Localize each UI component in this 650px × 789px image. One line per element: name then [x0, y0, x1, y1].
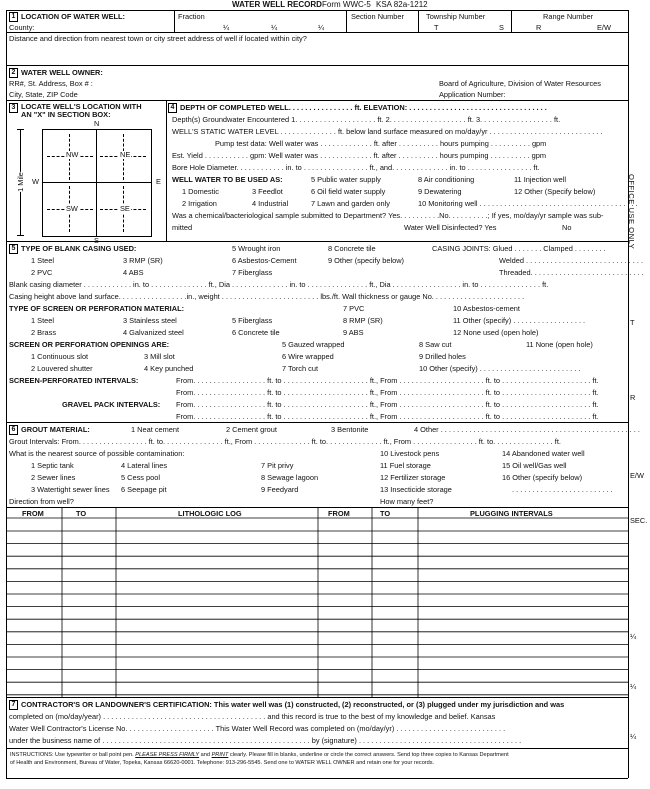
water-use-title: WELL WATER TO BE USED AS:	[172, 175, 283, 184]
casing-height: Casing height above land surface. . . . . . . . . . . . . . . . .in., weight . . . . . . . . . . . . . . . . . . . . . . . . lbs./ft. Wall thickness or gauge No. . . . . . . . . . . . . . . . . . . . . . .	[9, 292, 525, 301]
contam-12: 12 Fertilizer storage	[380, 473, 446, 482]
casing-5: 5 Wrought iron	[232, 244, 281, 253]
casing-4: 4 ABS	[123, 268, 144, 277]
instructions-print: PRINT	[211, 752, 229, 758]
range-r: R	[536, 23, 542, 32]
opening-4: 4 Key punched	[144, 364, 194, 373]
divider	[511, 10, 512, 32]
township-t: T	[434, 23, 439, 32]
material-11: 11 Other (specify) . . . . . . . . . . . . . . . . . .	[453, 316, 586, 325]
grout-4: 4 Other . . . . . . . . . . . . . . . . . . . . . . . . . . . . . . . . . . . . . . . . . . . . . . . . .	[414, 425, 640, 434]
range-number-label: Range Number	[543, 12, 594, 21]
compass-e: E	[156, 177, 161, 186]
chemical-sample-question: Was a chemical/bacteriological sample submitted to Department? Yes. . . . . . . . . .No. . . . . . . . . .; If yes, mo/day/yr sample was sub-	[172, 211, 604, 220]
use-10: 10 Monitoring well . . . . . . . . . . . . . . . . . . . . . . . . . . . . . . . . . . . . . . .	[418, 199, 638, 208]
quadrant-se: SE	[120, 204, 130, 213]
log-from-header: FROM	[22, 509, 44, 518]
use-4: 4 Industrial	[252, 199, 289, 208]
use-11: 11 Injection well	[514, 175, 567, 184]
material-2: 2 Brass	[31, 328, 57, 337]
quadrant-sw: SW	[66, 204, 78, 213]
contam-6: 6 Seepage pit	[121, 485, 167, 494]
section-5-number: 5	[9, 244, 18, 254]
opening-9: 9 Drilled holes	[419, 352, 466, 361]
joints-threaded: Threaded. . . . . . . . . . . . . . . . . . . . . . . . . . . .	[499, 268, 644, 277]
plugging-intervals-header: PLUGGING INTERVALS	[470, 509, 553, 518]
use-3: 3 Feedlot	[252, 187, 283, 196]
opening-11: 11 None (open hole)	[526, 340, 593, 349]
office-t: T	[630, 318, 635, 327]
well-disinfected: Water Well Disinfected? Yes	[404, 223, 497, 232]
section-4-number: 4	[168, 103, 177, 113]
divider	[6, 32, 628, 33]
material-10: 10 Asbestos-cement	[453, 304, 520, 313]
gravel-interval-1: From. . . . . . . . . . . . . . . . . . ft. to . . . . . . . . . . . . . . . . . . . . . ft., From . . . . . . . . . . . . . . . . . . . . . ft. to . . . . . . . . . . . . . . . . . . . . . . ft.	[176, 400, 599, 409]
township-s: S	[499, 23, 504, 32]
section-1-title: LOCATION OF WATER WELL:	[21, 12, 125, 21]
bore-hole-diameter: Bore Hole Diameter. . . . . . . . . . . . in. to . . . . . . . . . . . . . . . . ft., and. . . . . . . . . . . . . . in. to . . . . . . . . . . . . . . . . ft.	[172, 163, 540, 172]
office-sec: SEC.	[630, 516, 648, 525]
certification-line-3: Water Well Contractor's License No. . . . . . . . . . . . . . . . . . . . . . This Water Well Record was completed on (mo/day/yr) . . . . . . . . . . . . . . . . . . . . . . . . . . .	[9, 724, 506, 733]
distance-label: Distance and direction from nearest town or city street address of well if located within city?	[9, 34, 307, 43]
opening-7: 7 Torch cut	[282, 364, 319, 373]
use-12: 12 Other (Specify below)	[514, 187, 596, 196]
chemical-sample-submitted: mitted	[172, 223, 193, 232]
opening-6: 6 Wire wrapped	[282, 352, 334, 361]
contam-3: 3 Watertight sewer lines	[31, 485, 110, 494]
quadrant-nw: NW	[66, 150, 79, 159]
use-7: 7 Lawn and garden only	[311, 199, 390, 208]
instructions-text-e: clearly. Please fill in blanks, underline or circle the correct answers. Send top three copies to Kansas Department	[228, 752, 509, 758]
divider	[96, 130, 97, 236]
openings-title: SCREEN OR PERFORATION OPENINGS ARE:	[9, 340, 170, 349]
divider	[17, 129, 24, 130]
material-8: 8 RMP (SR)	[343, 316, 383, 325]
contam-16: 16 Other (specify below)	[502, 473, 583, 482]
material-12: 12 None used (open hole)	[453, 328, 539, 337]
form-title: WATER WELL RECORD	[232, 0, 322, 9]
use-5: 5 Public water supply	[311, 175, 381, 184]
divider	[166, 100, 167, 241]
use-6: 6 Oil field water supply	[311, 187, 386, 196]
instructions-text-c: and	[199, 752, 212, 758]
screen-intervals-title: SCREEN-PERFORATED INTERVALS:	[9, 376, 139, 385]
gravel-pack-title: GRAVEL PACK INTERVALS:	[62, 400, 161, 409]
ksa-reference: KSA 82a-1212	[376, 0, 428, 9]
section-3-title-2: AN "X" IN SECTION BOX:	[21, 110, 111, 119]
certification-line-4: under the business name of . . . . . . . . . . . . . . . . . . . . . . . . . . . . . . . . . . . . . . . . . . . . . . . . . . . by (signature) . . . . . . . . . . . . . . . . . . . . . . . . . . . . . . . . . . . . . . . .	[9, 736, 522, 745]
opening-1: 1 Continuous slot	[31, 352, 89, 361]
use-9: 9 Dewatering	[418, 187, 462, 196]
contam-8: 8 Sewage lagoon	[261, 473, 319, 482]
use-8: 8 Air conditioning	[418, 175, 475, 184]
quadrant-ne: NE	[120, 150, 131, 159]
contam-9: 9 Feedyard	[261, 485, 299, 494]
quarter-2: ¼	[271, 23, 278, 32]
address-label: RR#, St. Address, Box # :	[9, 79, 93, 88]
opening-8: 8 Saw cut	[419, 340, 452, 349]
grout-3: 3 Bentonite	[331, 425, 369, 434]
material-4: 4 Galvanized steel	[123, 328, 184, 337]
opening-2: 2 Louvered shutter	[31, 364, 93, 373]
groundwater-depths: Depth(s) Groundwater Encountered 1. . . . . . . . . . . . . . . . . . . . ft. 2. . . . . . . . . . . . . . . . . . . ft. 3. . . . . . . . . . . . . . . . . . ft.	[172, 115, 561, 124]
use-2: 2 Irrigation	[182, 199, 217, 208]
compass-w: W	[32, 177, 39, 186]
direction-from-well: Direction from well?	[9, 497, 74, 506]
contam-15: 15 Oil well/Gas well	[502, 461, 567, 470]
casing-6: 6 Asbestos-Cement	[232, 256, 297, 265]
instructions-line-2: of Health and Environment, Bureau of Water, Topeka, Kansas 66620-0001. Telephone: 913-296-5545. Send one to WATER WELL OWNER and retain one for your records.	[10, 760, 435, 766]
material-1: 1 Steel	[31, 316, 55, 325]
contam-13: 13 Insecticide storage	[380, 485, 452, 494]
plug-to-header: TO	[380, 509, 391, 518]
office-use-only: OFFICE USE ONLY	[627, 174, 636, 250]
casing-joints: CASING JOINTS: Glued . . . . . . . Clamped . . . . . . . .	[432, 244, 606, 253]
grout-2: 2 Cement grout	[226, 425, 277, 434]
township-number-label: Township Number	[426, 12, 486, 21]
screen-interval-2: From. . . . . . . . . . . . . . . . . . ft. to . . . . . . . . . . . . . . . . . . . . . ft., From . . . . . . . . . . . . . . . . . . . . . ft. to . . . . . . . . . . . . . . . . . . . . . . ft.	[176, 388, 599, 397]
casing-9: 9 Other (specify below)	[328, 256, 404, 265]
opening-10: 10 Other (specify) . . . . . . . . . . . . . . . . . . . . . . . . .	[419, 364, 581, 373]
screen-material-title: TYPE OF SCREEN OR PERFORATION MATERIAL:	[9, 304, 185, 313]
divider	[6, 422, 628, 423]
grout-title: GROUT MATERIAL:	[21, 425, 90, 434]
grout-1: 1 Neat cement	[131, 425, 180, 434]
section-2-title: WATER WELL OWNER:	[21, 68, 103, 77]
board-label: Board of Agriculture, Division of Water Resources	[439, 79, 601, 88]
county-label: County:	[9, 23, 35, 32]
contam-1: 1 Septic tank	[31, 461, 74, 470]
material-7: 7 PVC	[343, 304, 365, 313]
joints-welded: Welded . . . . . . . . . . . . . . . . . . . . . . . . . . . . .	[499, 256, 644, 265]
grout-intervals: Grout Intervals: From. . . . . . . . . . . . . . . . . ft. to. . . . . . . . . . . . . . . ft., From . . . . . . . . . . . . . . ft. to. . . . . . . . . . . . . . ft., From . . . . . . . . . . . . . . . . ft. to. . . . . . . . . . . . . . . ft.	[9, 437, 561, 446]
depth-of-well: DEPTH OF COMPLETED WELL. . . . . . . . . . . . . . . . ft. ELEVATION: . . . . . . . . . . . . . . . . . . . . . . . . . . . . . . . . . .	[180, 103, 547, 112]
estimated-yield: Est. Yield . . . . . . . . . . . gpm: Well water was . . . . . . . . . . . . . ft. after . . . . . . . . . . hours pumping . . . . . . . . . . gpm	[172, 151, 547, 160]
contam-2: 2 Sewer lines	[31, 473, 76, 482]
divider	[6, 697, 628, 698]
casing-title: TYPE OF BLANK CASING USED:	[21, 244, 137, 253]
divider	[6, 100, 628, 101]
material-3: 3 Stainless steel	[123, 316, 177, 325]
material-6: 6 Concrete tile	[232, 328, 280, 337]
office-ew: E/W	[630, 471, 644, 480]
static-water-level: WELL'S STATIC WATER LEVEL . . . . . . . . . . . . . . ft. below land surface measured on mo/day/yr . . . . . . . . . . . . . . . . . . . . . . . . . . . .	[172, 127, 603, 136]
top-border	[6, 10, 628, 11]
opening-5: 5 Gauzed wrapped	[282, 340, 345, 349]
casing-8: 8 Concrete tile	[328, 244, 376, 253]
divider	[174, 10, 175, 32]
casing-3: 3 RMP (SR)	[123, 256, 163, 265]
city-state-zip-label: City, State, ZIP Code	[9, 90, 78, 99]
compass-s: S	[94, 236, 99, 245]
casing-2: 2 PVC	[31, 268, 53, 277]
fraction-label: Fraction	[178, 12, 205, 21]
contamination-question: What is the nearest source of possible contamination:	[9, 449, 185, 458]
office-r: R	[630, 393, 636, 402]
form-number: Form WWC-5	[322, 0, 371, 9]
section-number-label: Section Number	[351, 12, 404, 21]
casing-diameter: Blank casing diameter . . . . . . . . . . . . in. to . . . . . . . . . . . . . . ft., Dia . . . . . . . . . . . . . . in. to . . . . . . . . . . . . . . . ft., Dia . . . . . . . . . . . . . . . . . in. to . . . . . . . . . . . . . . . ft.	[9, 280, 549, 289]
quarter-3: ¼	[318, 23, 325, 32]
mile-label: 1 Mile	[15, 172, 25, 192]
certification-line-1: CONTRACTOR'S OR LANDOWNER'S CERTIFICATION: This water well was (1) constructed, (2) reconstructed, or (3) plugged under my jurisdiction and was	[21, 700, 565, 709]
section-7-number: 7	[9, 700, 18, 710]
instructions-line-1	[10, 752, 509, 759]
section-6-number: 6	[9, 425, 18, 435]
screen-interval-1: From. . . . . . . . . . . . . . . . . . ft. to . . . . . . . . . . . . . . . . . . . . . ft., From . . . . . . . . . . . . . . . . . . . . . ft. to . . . . . . . . . . . . . . . . . . . . . . ft.	[176, 376, 599, 385]
contam-10: 10 Livestock pens	[380, 449, 440, 458]
section-2-number: 2	[9, 68, 18, 78]
application-number-label: Application Number:	[439, 90, 506, 99]
office-quarter-3: ¼	[630, 732, 637, 741]
compass-n: N	[94, 119, 100, 128]
section-box[interactable]	[42, 129, 152, 237]
bottom-border	[6, 778, 628, 779]
plug-from-header: FROM	[328, 509, 350, 518]
contam-5: 5 Cess pool	[121, 473, 161, 482]
log-table-grid	[6, 507, 629, 697]
section-3-number: 3	[9, 103, 18, 113]
disinfected-no: No	[562, 223, 572, 232]
office-quarter-1: ¼	[630, 632, 637, 641]
casing-1: 1 Steel	[31, 256, 55, 265]
use-1: 1 Domestic	[182, 187, 219, 196]
divider	[6, 748, 628, 749]
divider	[17, 235, 24, 236]
divider	[6, 241, 628, 242]
lithologic-log-header: LITHOLOGIC LOG	[178, 509, 242, 518]
contam-14: 14 Abandoned water well	[502, 449, 585, 458]
instructions-press-firmly: PLEASE PRESS FIRMLY	[135, 752, 200, 758]
material-9: 9 ABS	[343, 328, 364, 337]
instructions-text-a: INSTRUCTIONS: Use typewriter or ball point pen.	[10, 752, 136, 758]
casing-7: 7 Fiberglass	[232, 268, 273, 277]
range-ew: E/W	[597, 23, 611, 32]
divider	[6, 65, 628, 66]
quarter-1: ¼	[223, 23, 230, 32]
contam-7: 7 Pit privy	[261, 461, 294, 470]
how-many-feet: How many feet?	[380, 497, 434, 506]
gravel-interval-2: From. . . . . . . . . . . . . . . . . . ft. to . . . . . . . . . . . . . . . . . . . . . ft., From . . . . . . . . . . . . . . . . . . . . . ft. to . . . . . . . . . . . . . . . . . . . . . . ft.	[176, 412, 599, 421]
divider	[418, 10, 419, 32]
opening-3: 3 Mill slot	[144, 352, 175, 361]
contam-4: 4 Lateral lines	[121, 461, 168, 470]
section-1-number: 1	[9, 12, 18, 22]
certification-line-2: completed on (mo/day/year) . . . . . . . . . . . . . . . . . . . . . . . . . . . . . . . . . . . . . . . . and this record is true to the best of my knowledge and belief. Kansas	[9, 712, 496, 721]
material-5: 5 Fiberglass	[232, 316, 273, 325]
contam-16-specify: . . . . . . . . . . . . . . . . . . . . . . . . .	[512, 485, 613, 494]
log-to-header: TO	[76, 509, 87, 518]
office-quarter-2: ¼	[630, 682, 637, 691]
contam-11: 11 Fuel storage	[380, 461, 431, 470]
section-3-title-1: LOCATE WELL'S LOCATION WITH	[21, 102, 142, 111]
divider	[346, 10, 347, 32]
divider	[43, 182, 151, 183]
pump-test-data: Pump test data: Well water was . . . . . . . . . . . . . ft. after . . . . . . . . . . hours pumping . . . . . . . . . . gpm	[215, 139, 547, 148]
